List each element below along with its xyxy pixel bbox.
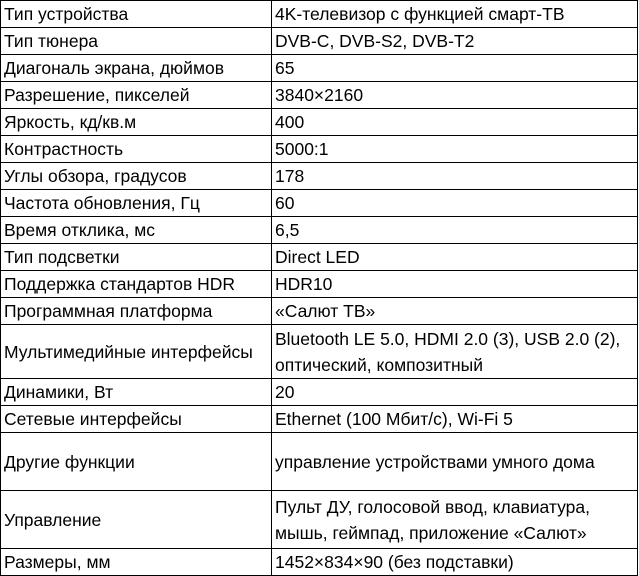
- spec-label: Диагональ экрана, дюймов: [1, 55, 272, 82]
- table-row: [1, 1, 638, 28]
- table-row: [1, 271, 638, 298]
- table-row: [1, 136, 638, 163]
- spec-label: Сетевые интерфейсы: [1, 406, 272, 433]
- table-row: [1, 406, 638, 433]
- spec-label: Контрастность: [1, 136, 272, 163]
- spec-label: Яркость, кд/кв.м: [1, 109, 272, 136]
- spec-value: 65: [272, 55, 638, 82]
- spec-label: Тип подсветки: [1, 244, 272, 271]
- table-row: [1, 491, 638, 549]
- spec-label: Углы обзора, градусов: [1, 163, 272, 190]
- spec-value: Direct LED: [272, 244, 638, 271]
- spec-label: Динамики, Вт: [1, 379, 272, 406]
- spec-value: 20: [272, 379, 638, 406]
- spec-label: Другие функции: [1, 433, 272, 491]
- spec-label: Частота обновления, Гц: [1, 190, 272, 217]
- table-row: [1, 549, 638, 576]
- table-row: [1, 109, 638, 136]
- spec-label: Программная платформа: [1, 298, 272, 325]
- spec-label: Поддержка стандартов HDR: [1, 271, 272, 298]
- spec-value: 400: [272, 109, 638, 136]
- spec-label: Управление: [1, 491, 272, 549]
- table-row: [1, 244, 638, 271]
- spec-value: «Салют ТВ»: [272, 298, 638, 325]
- table-row: [1, 82, 638, 109]
- spec-value: управление устройствами умного дома: [272, 433, 638, 491]
- spec-label: Разрешение, пикселей: [1, 82, 272, 109]
- spec-label: Мультимедийные интерфейсы: [1, 325, 272, 379]
- spec-value: Пульт ДУ, голосовой ввод, клавиатура, мышь, геймпад, приложение «Салют»: [272, 491, 638, 549]
- table-row: [1, 379, 638, 406]
- spec-value: HDR10: [272, 271, 638, 298]
- table-row: [1, 190, 638, 217]
- spec-value: 4K-телевизор с функцией смарт-ТВ: [272, 1, 638, 28]
- spec-label: Время отклика, мс: [1, 217, 272, 244]
- spec-value: Bluetooth LE 5.0, HDMI 2.0 (3), USB 2.0 (2), оптический, композитный: [272, 325, 638, 379]
- spec-value: 3840×2160: [272, 82, 638, 109]
- table-row: [1, 163, 638, 190]
- spec-value: 1452×834×90 (без подставки): [272, 549, 638, 576]
- table-row: [1, 433, 638, 491]
- spec-label: Тип устройства: [1, 1, 272, 28]
- table-row: [1, 325, 638, 379]
- spec-value: 5000:1: [272, 136, 638, 163]
- spec-value: 178: [272, 163, 638, 190]
- spec-label: Размеры, мм: [1, 549, 272, 576]
- table-row: [1, 298, 638, 325]
- table-row: [1, 217, 638, 244]
- table-row: [1, 55, 638, 82]
- spec-value: 60: [272, 190, 638, 217]
- spec-label: Тип тюнера: [1, 28, 272, 55]
- table-row: [1, 28, 638, 55]
- spec-value: 6,5: [272, 217, 638, 244]
- spec-value: DVB-C, DVB-S2, DVB-T2: [272, 28, 638, 55]
- spec-value: Ethernet (100 Мбит/с), Wi-Fi 5: [272, 406, 638, 433]
